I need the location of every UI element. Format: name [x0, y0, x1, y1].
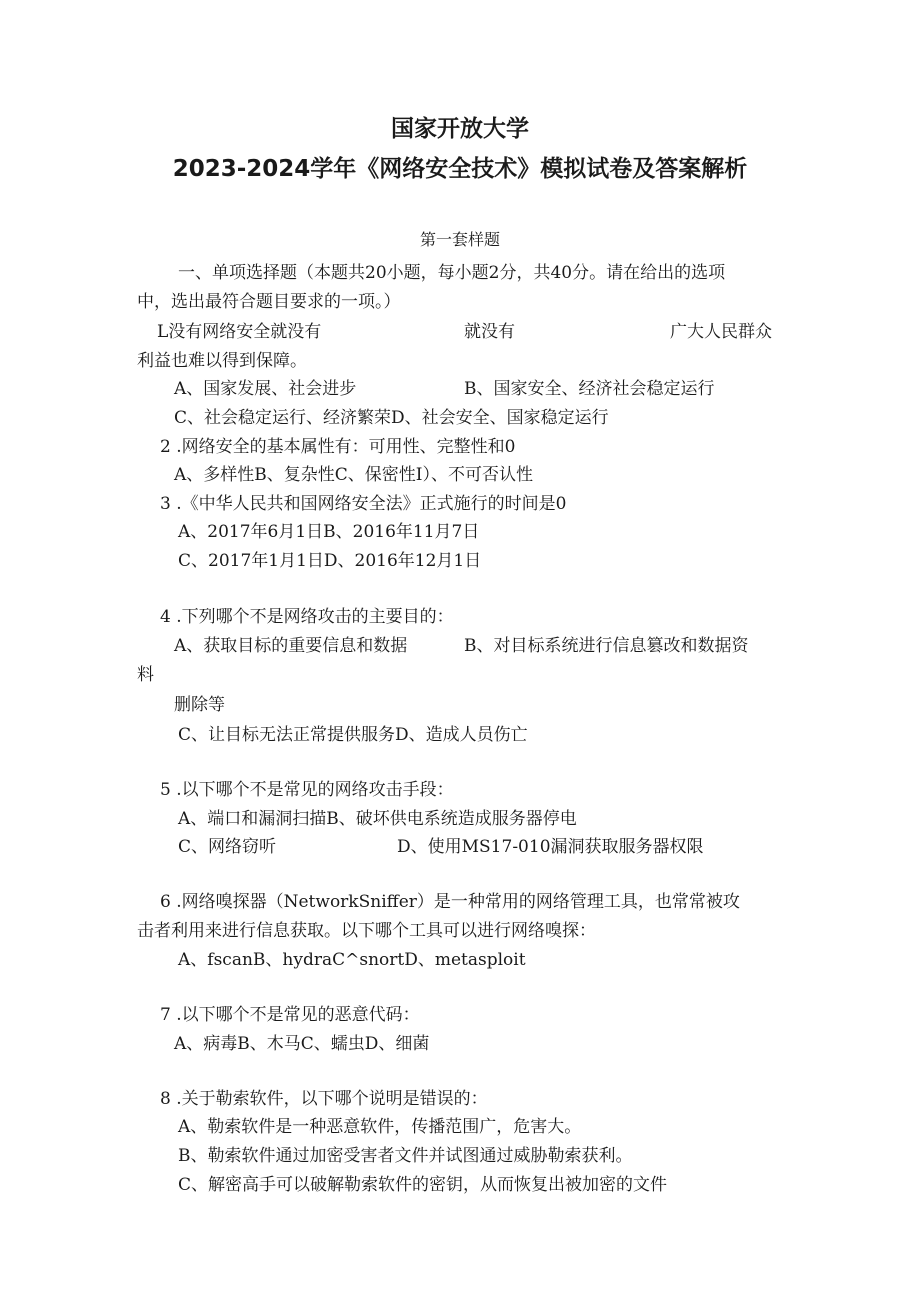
q6-stem-line-2: 击者利用来进行信息获取。以下哪个工具可以进行网络嗅探：	[137, 921, 596, 941]
q8-stem: 8 .关于勒索软件，以下哪个说明是错误的：	[160, 1089, 488, 1109]
q3-stem: 3 .《中华人民共和国网络安全法》正式施行的时间是0	[160, 494, 567, 514]
q8-option-c: C、解密高手可以破解勒索软件的密钥，从而恢复出被加密的文件	[178, 1175, 668, 1195]
q2-stem: 2 .网络安全的基本属性有：可用性、完整性和0	[160, 437, 516, 457]
q1-stem-part-b: 就没有	[464, 322, 515, 342]
q2-options: A、多样性B、复杂性C、保密性I）、不可否认性	[174, 465, 533, 485]
q1-stem-part-d: 利益也难以得到保障。	[137, 351, 307, 371]
q1-stem-part-a: L没有网络安全就没有	[157, 322, 322, 342]
q5-option-c: C、网络窃听	[178, 837, 277, 857]
q4-options-cd: C、让目标无法正常提供服务D、造成人员伤亡	[178, 725, 528, 745]
exam-title: 2023-2024学年《网络安全技术》模拟试卷及答案解析	[172, 156, 748, 182]
q4-option-b-continued-2: 删除等	[174, 695, 225, 715]
q1-option-a: A、国家发展、社会进步	[174, 379, 357, 399]
set-title: 第一套样题	[419, 230, 500, 249]
q5-option-d: D、使用MS17-010漏洞获取服务器权限	[397, 837, 704, 857]
q6-stem-line-1: 6 .网络嗅探器（NetworkSniffer）是一种常用的网络管理工具，也常常被攻	[160, 892, 740, 912]
q8-option-a: A、勒索软件是一种恶意软件，传播范围广，危害大。	[178, 1117, 582, 1137]
q1-stem-part-c: 广大人民群众	[670, 322, 772, 342]
q3-options-ab: A、2017年6月1日B、2016年11月7日	[178, 522, 480, 542]
q1-options-cd: C、社会稳定运行、经济繁荣D、社会安全、国家稳定运行	[174, 408, 609, 428]
q3-options-cd: C、2017年1月1日D、2016年12月1日	[178, 551, 482, 571]
q5-options-ab: A、端口和漏洞扫描B、破坏供电系统造成服务器停电	[178, 809, 577, 829]
q4-option-a: A、获取目标的重要信息和数据	[174, 636, 408, 656]
university-title: 国家开放大学	[391, 115, 529, 142]
q1-option-b: B、国家安全、经济社会稳定运行	[464, 379, 715, 399]
q6-options: A、fscanB、hydraC^snortD、metasploit	[178, 950, 526, 970]
section-intro-line-2: 中，选出最符合题目要求的一项。）	[137, 292, 401, 312]
q4-option-b-continued-1: 料	[137, 665, 154, 685]
q7-stem: 7 .以下哪个不是常见的恶意代码：	[160, 1005, 420, 1025]
q4-stem: 4 .下列哪个不是网络攻击的主要目的：	[160, 607, 454, 627]
section-intro-line-1: 一、单项选择题（本题共20小题，每小题2分，共40分。请在给出的选项	[178, 263, 726, 283]
q7-options: A、病毒B、木马C、蠕虫D、细菌	[174, 1034, 430, 1054]
q4-option-b: B、对目标系统进行信息篡改和数据资	[464, 636, 749, 656]
q5-stem: 5 .以下哪个不是常见的网络攻击手段：	[160, 780, 454, 800]
q8-option-b: B、勒索软件通过加密受害者文件并试图通过威胁勒索获利。	[178, 1146, 633, 1166]
